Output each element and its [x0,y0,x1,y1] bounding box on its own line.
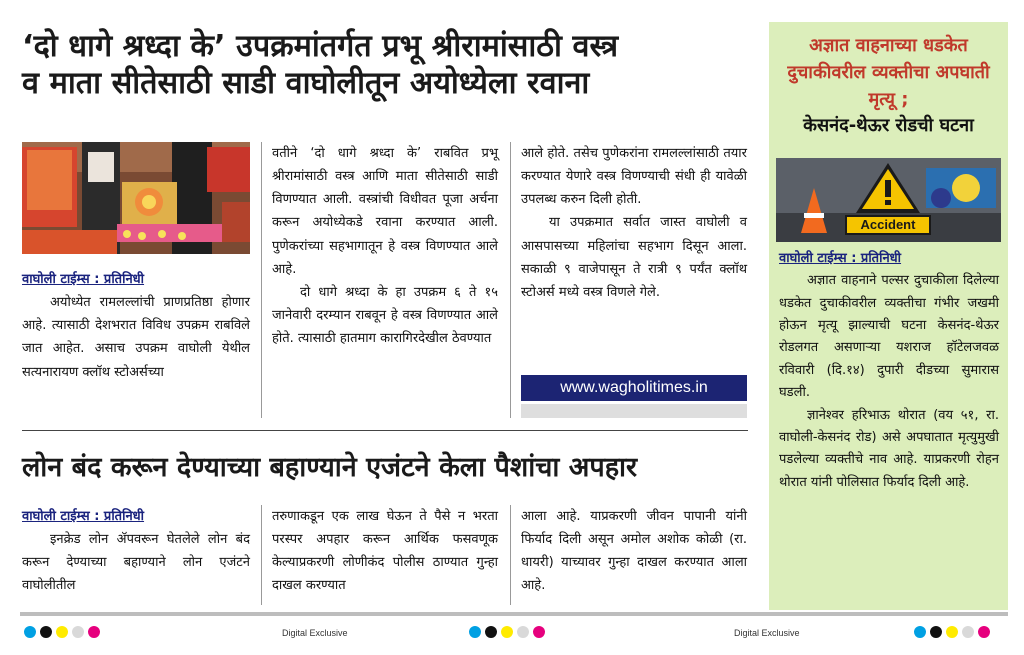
story1-col1-paragraph: अयोध्येत रामलल्लांची प्राणप्रतिष्ठा होणार आहे. त्यासाठी देशभरात विविध उपक्रम राबविले जात आहेत. असाच उपक्रम वाघोली येथील सत्यनारायण क्लॉथ स्टोअर्सच्या [22,295,250,380]
story2-col1-paragraph: इनक्रेड लोन ॲपवरून घेतलेले लोन बंद करून देण्याच्या बहाण्याने लोन एजंटने वाघोलीतील [22,532,250,594]
sidebar-body [779,248,999,494]
story2-col3-paragraph: आला आहे. याप्रकरणी जीवन पापानी यांनी फिर्याद दिली असून अमोल अशोक कोळी (रा. धायरी) याच्यावर गुन्हा दाखल करण्यात आला आहे. [521,509,747,594]
story1-col2-paragraph-2: दो धागे श्रध्दा के हा उपक्रम ६ ते १५ जानेवारी दरम्यान राबवून हे वस्त्र विणण्यात आले होते. त्यासाठी हातमाग कारागिरदेखील ठेवण्यात [272,284,498,346]
story2-byline: वाघोली टाईम्स : प्रतिनिधी [22,509,145,524]
story2-col2-paragraph: तरुणाकडून एक लाख घेऊन ते पैसे न भरता परस्पर अपहार करून आर्थिक फसवणूक केल्याप्रकरणी लोणीकंद पोलीस ठाण्यात गुन्हा दाखल करण्यात [272,509,498,594]
sidebar-headline-red: अज्ञात वाहनाच्या धडकेत दुचाकीवरील व्यक्तीचा अपघाती मृत्यू ; [787,35,990,110]
registration-marks-right [914,626,990,638]
website-banner[interactable]: www.wagholitimes.in [521,375,747,401]
sidebar-headline-black: केसनंद-थेऊर रोडची घटना [803,115,974,136]
yellow-dot-icon [946,626,958,638]
accident-image [776,158,1001,242]
story-divider [22,430,748,431]
black-dot-icon [485,626,497,638]
sidebar-byline: वाघोली टाईम्स : प्रतिनिधी [779,251,902,266]
story1-byline: वाघोली टाईम्स : प्रतिनिधी [22,272,145,287]
black-dot-icon [930,626,942,638]
grey-dot-icon [517,626,529,638]
sidebar-paragraph-2: ज्ञानेश्वर हरिभाऊ थोरात (वय ५१, रा. वाघोली-केसनंद रोड) असे अपघातात मृत्युमुखी पडलेल्या व्यक्तीचे नाव आहे. याप्रकरणी रोहन थोरात यांनी पोलिसात फिर्याद दिली आहे. [779,407,999,490]
story2-column-3 [521,505,747,598]
story1-column-2 [272,142,498,350]
registration-marks-left [24,626,100,638]
footer-label-right: Digital Exclusive [734,628,800,638]
story2-column-2 [272,505,498,598]
sidebar-accident-story [769,22,1008,610]
registration-marks-center [469,626,545,638]
column-divider [261,505,262,605]
grey-dot-icon [72,626,84,638]
accident-sign-label: Accident [860,217,916,232]
story1-headline-line2: व माता सीतेसाठी साडी वाघोलीतून अयोध्येला रवाना [22,66,590,102]
column-divider [510,505,511,605]
story2-headline: लोन बंद करून देण्याच्या बहाण्याने एजंटने केला पैशांचा अपहार [22,452,638,483]
cyan-dot-icon [24,626,36,638]
story1-column-1 [22,268,250,384]
grey-dot-icon [962,626,974,638]
magenta-dot-icon [88,626,100,638]
footer-bar [20,612,1008,616]
story1-col2-paragraph-1: वतीने ‘दो धागे श्रध्दा के’ राबवित प्रभू श्रीरामांसाठी वस्त्र आणि माता सीतेसाठी साडी विणण्यात आली. वस्त्रांची विधीवत पूजा अर्चना करून अयोध्येकडे रवाना करण्यात आली. पुणेकरांच्या सहभागातून हे वस्त्र विणण्यात आले आहे. [272,146,498,277]
story1-headline-line1: ‘दो धागे श्रध्दा के’ उपक्रमांतर्गत प्रभू श्रीरामांसाठी वस्त्र [22,29,619,64]
story1-column-3 [521,142,747,304]
cyan-dot-icon [914,626,926,638]
story2-column-1 [22,505,250,598]
yellow-dot-icon [56,626,68,638]
black-dot-icon [40,626,52,638]
cyan-dot-icon [469,626,481,638]
worship-scene-illustration [22,142,250,254]
story1-col3-paragraph-1: आले होते. तसेच पुणेकरांना रामलल्लांसाठी तयार करण्यात येणारे वस्त्र विणण्याची संधी ही यावेळी उपलब्ध करुन दिली होती. [521,146,747,208]
story1-photo [22,142,250,254]
sidebar-paragraph-1: अज्ञात वाहनाने पल्सर दुचाकीला दिलेल्या धडकेत दुचाकीवरील व्यक्तीचा गंभीर जखमी होऊन मृत्यू झाल्याची घटना केसनंद-थेऊर रोडलगत असणाऱ्या यशराज हॉटेलजवळ रविवारी (दि.१४) दुपारी दीडच्या सुमारास घडली. [779,273,999,401]
magenta-dot-icon [978,626,990,638]
story1-headline [22,28,762,102]
story1-col3-paragraph-2: या उपक्रमात सर्वात जास्त वाघोली व आसपासच्या महिलांचा सहभाग दिसून आला. सकाळी ९ वाजेपासून ते रात्री ९ पर्यंत क्लॉथ स्टोअर्स मध्ये वस्त्र विणले गेले. [521,215,747,300]
magenta-dot-icon [533,626,545,638]
column-divider [261,142,262,418]
yellow-dot-icon [501,626,513,638]
grey-strip [521,404,747,418]
footer-label-center: Digital Exclusive [282,628,348,638]
column-divider [510,142,511,418]
